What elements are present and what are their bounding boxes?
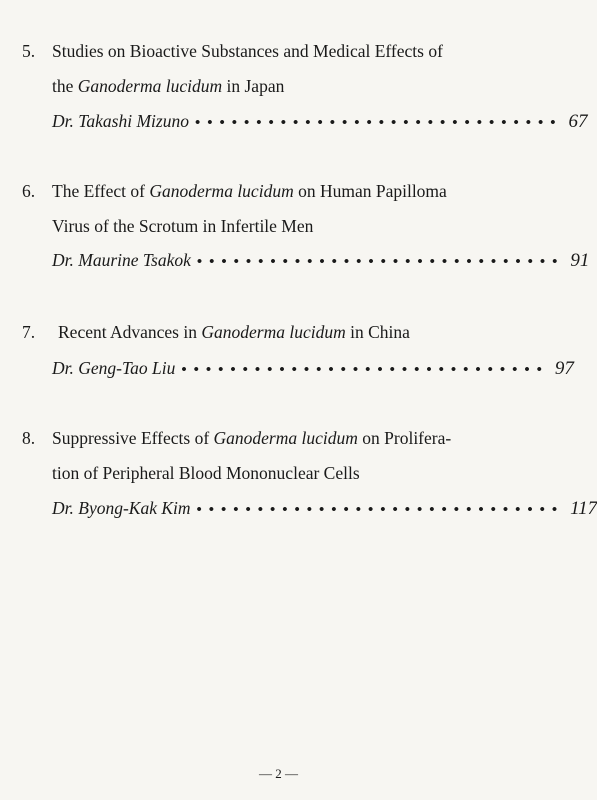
leader-dots: •••••••••••••••••••••••••••••• [194,115,563,131]
entry-title-line-1: Studies on Bioactive Substances and Medical Effects of [52,41,443,61]
author-name: Dr. Byong-Kak Kim [52,498,191,518]
author-row [52,497,597,521]
page-number: 91 [570,250,590,271]
entry-title-line-2: Virus of the Scrotum in Infertile Men [52,216,314,236]
entry-title-line-2: tion of Peripheral Blood Mononuclear Cells [52,463,360,483]
leader-dots: •••••••••••••••••••••••••••••• [196,502,565,518]
author-row [52,357,574,381]
entry-title-line-1: The Effect of Ganoderma lucidum on Human Papilloma [52,181,447,201]
author-name: Dr. Takashi Mizuno [52,111,189,131]
author-row [52,110,588,134]
entry-number: 6. [22,181,36,201]
entry-title-line-1: Recent Advances in Ganoderma lucidum in China [58,322,410,342]
author-name: Dr. Geng-Tao Liu [52,358,176,378]
entry-title-line-1: Suppressive Effects of Ganoderma lucidum on Prolifera- [52,428,452,448]
entry-number: 7. [22,322,36,342]
leader-dots: •••••••••••••••••••••••••••••• [196,254,565,270]
author-name: Dr. Maurine Tsakok [52,250,191,270]
page-number: 67 [568,111,588,132]
page-number: 117 [570,498,597,519]
leader-dots: •••••••••••••••••••••••••••••• [181,362,549,378]
entry-number: 8. [22,428,36,448]
entry-title-line-2: the Ganoderma lucidum in Japan [52,76,285,96]
page-footer-number: — 2 — [259,766,298,781]
entry-number: 5. [22,41,36,61]
author-row [52,249,590,273]
page-number: 97 [554,358,574,379]
